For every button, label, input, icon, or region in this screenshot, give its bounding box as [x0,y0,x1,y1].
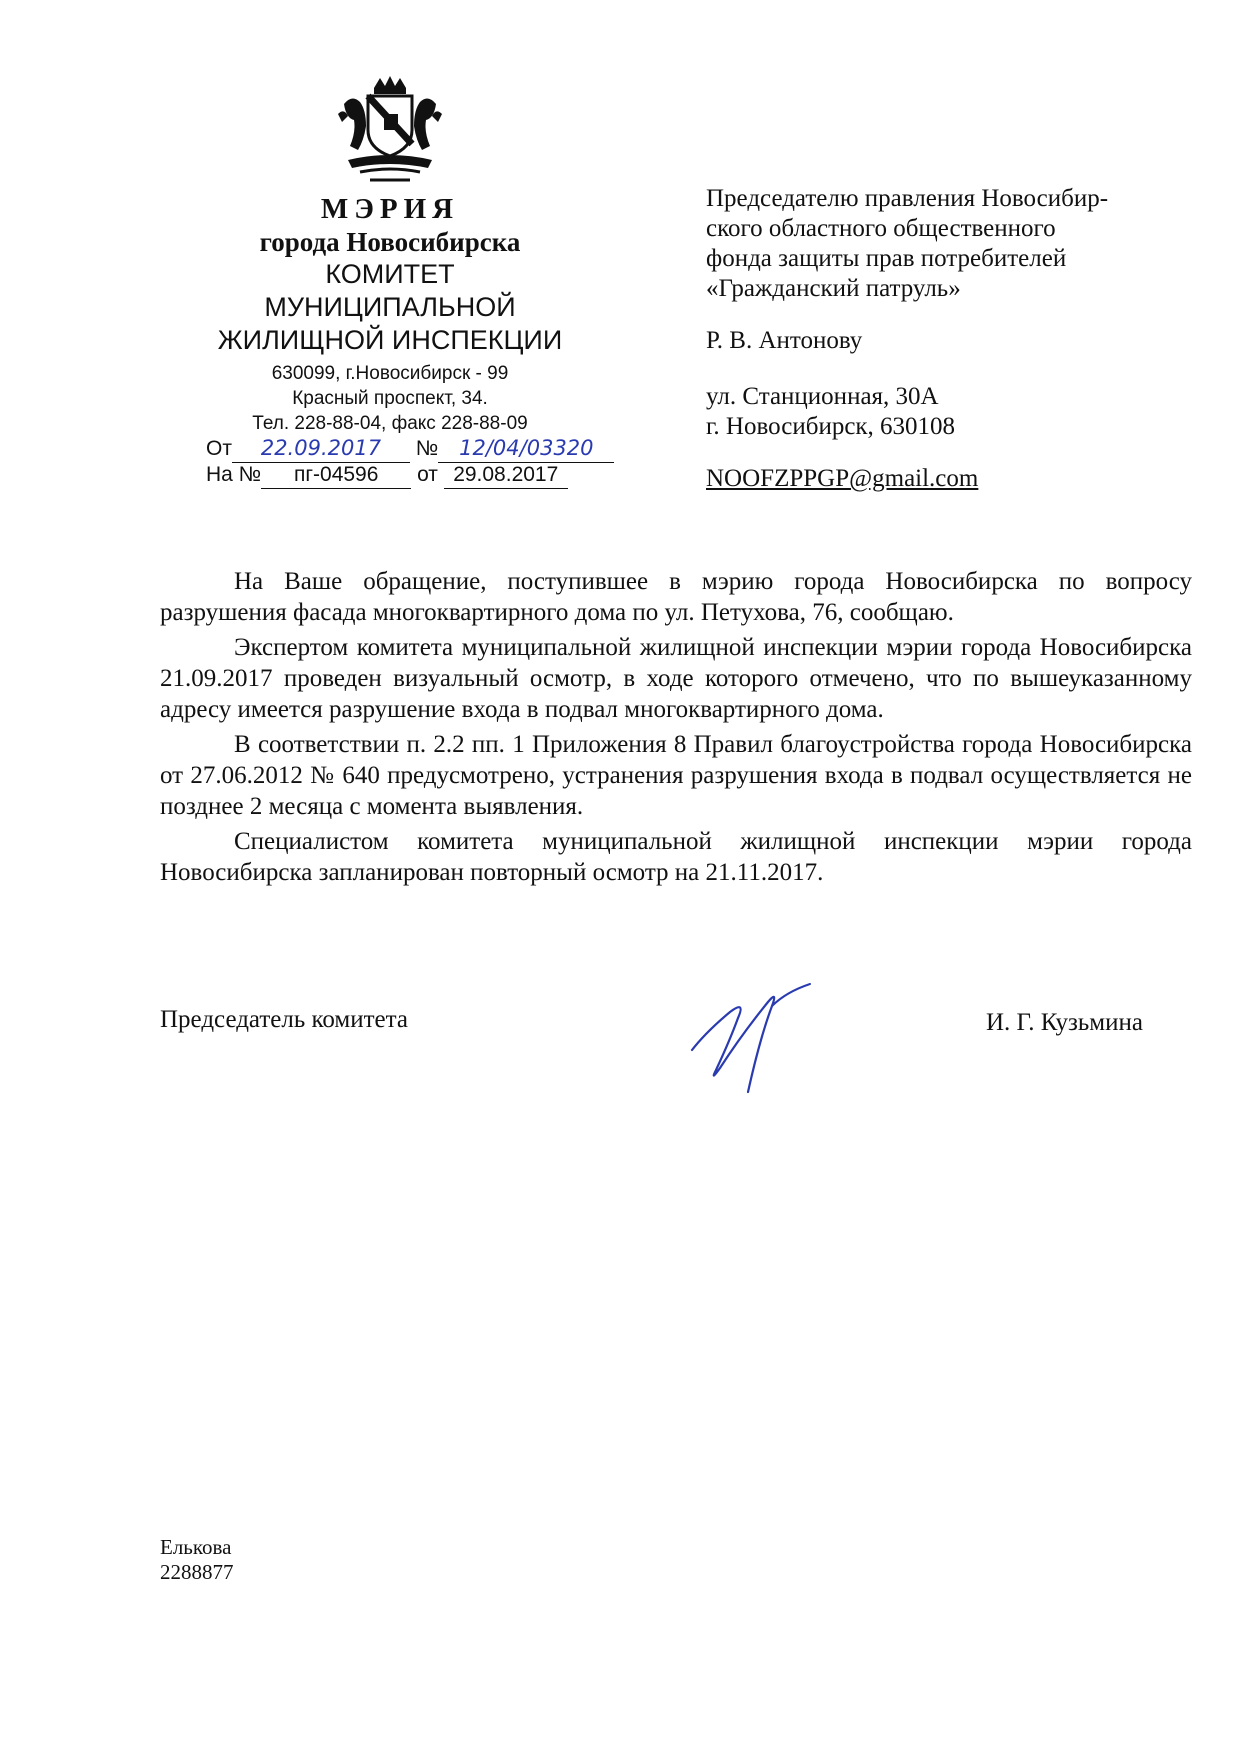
body-paragraph-2: Экспертом комитета муниципальной жилищной инспекции мэрии города Новосибирска 21.09.2017 проведен визуальный осмотр, в ходе которого отмечено, что по вышеуказанному адресу имеется разрушение входа в подвал многоквартирного дома. [160,634,1192,723]
addressee-line-2: ского областного общественного [706,215,1056,242]
letter-body [160,566,1192,892]
letterhead [180,192,600,436]
addressee-line-4: «Гражданский патруль» [706,275,961,302]
org-city: города Новосибирска [259,227,521,257]
signature-icon [686,982,816,1104]
org-title: МЭРИЯ [320,193,460,225]
committee-line-1: КОМИТЕТ [325,259,455,289]
reply-label: На № [206,463,262,486]
registration-from-line [206,435,614,463]
body-paragraph-1: На Ваше обращение, поступившее в мэрию города Новосибирска по вопросу разрушения фасада многоквартирного дома по ул. Петухова, 76, сообщаю. [160,568,1192,626]
number-label: № [415,437,439,460]
signatory-name: И. Г. Кузьмина [986,1009,1143,1036]
reply-date-label: от [417,463,438,486]
reply-number: пг-04596 [261,462,411,489]
executor-block [160,1535,234,1585]
addressee-block [706,184,1176,494]
org-phone: Тел. 228-88-04, факс 228-88-09 [252,413,528,434]
addressee-line-1: Председателю правления Новосибир- [706,185,1109,212]
signatory-title: Председатель комитета [160,1006,408,1033]
handwritten-number: 12/04/03320 [459,436,594,460]
addressee-name: Р. В. Антонову [706,327,863,354]
body-paragraph-3: В соответствии п. 2.2 пп. 1 Приложения 8 Правил благоустройства города Новосибирска от 27.06.2012 № 640 предусмотрено, устранения разрушения входа в подвал осуществляется не позднее 2 месяца с момента выявления. [160,731,1192,820]
body-paragraph-4: Специалистом комитета муниципальной жилищной инспекции мэрии города Новосибирска запланирован повторный осмотр на 21.11.2017. [160,828,1192,886]
addressee-line-3: фонда защиты прав потребителей [706,245,1067,272]
reply-date: 29.08.2017 [444,462,568,489]
handwritten-date: 22.09.2017 [260,436,382,460]
executor-phone: 2288877 [160,1560,234,1584]
addressee-street: ул. Станционная, 30А [706,383,939,410]
registration-reply-line [206,462,568,489]
from-label: От [206,437,232,460]
org-address-line-2: Красный проспект, 34. [292,388,488,409]
committee-line-2: МУНИЦИПАЛЬНОЙ [264,292,516,322]
org-address-line-1: 630099, г.Новосибирск - 99 [271,363,509,384]
addressee-city: г. Новосибирск, 630108 [706,413,956,440]
addressee-email[interactable]: NOOFZPPGP@gmail.com [706,465,979,492]
committee-line-3: ЖИЛИЩНОЙ ИНСПЕКЦИИ [217,325,563,355]
coat-of-arms-icon [330,74,450,186]
executor-name: Елькова [160,1535,232,1559]
